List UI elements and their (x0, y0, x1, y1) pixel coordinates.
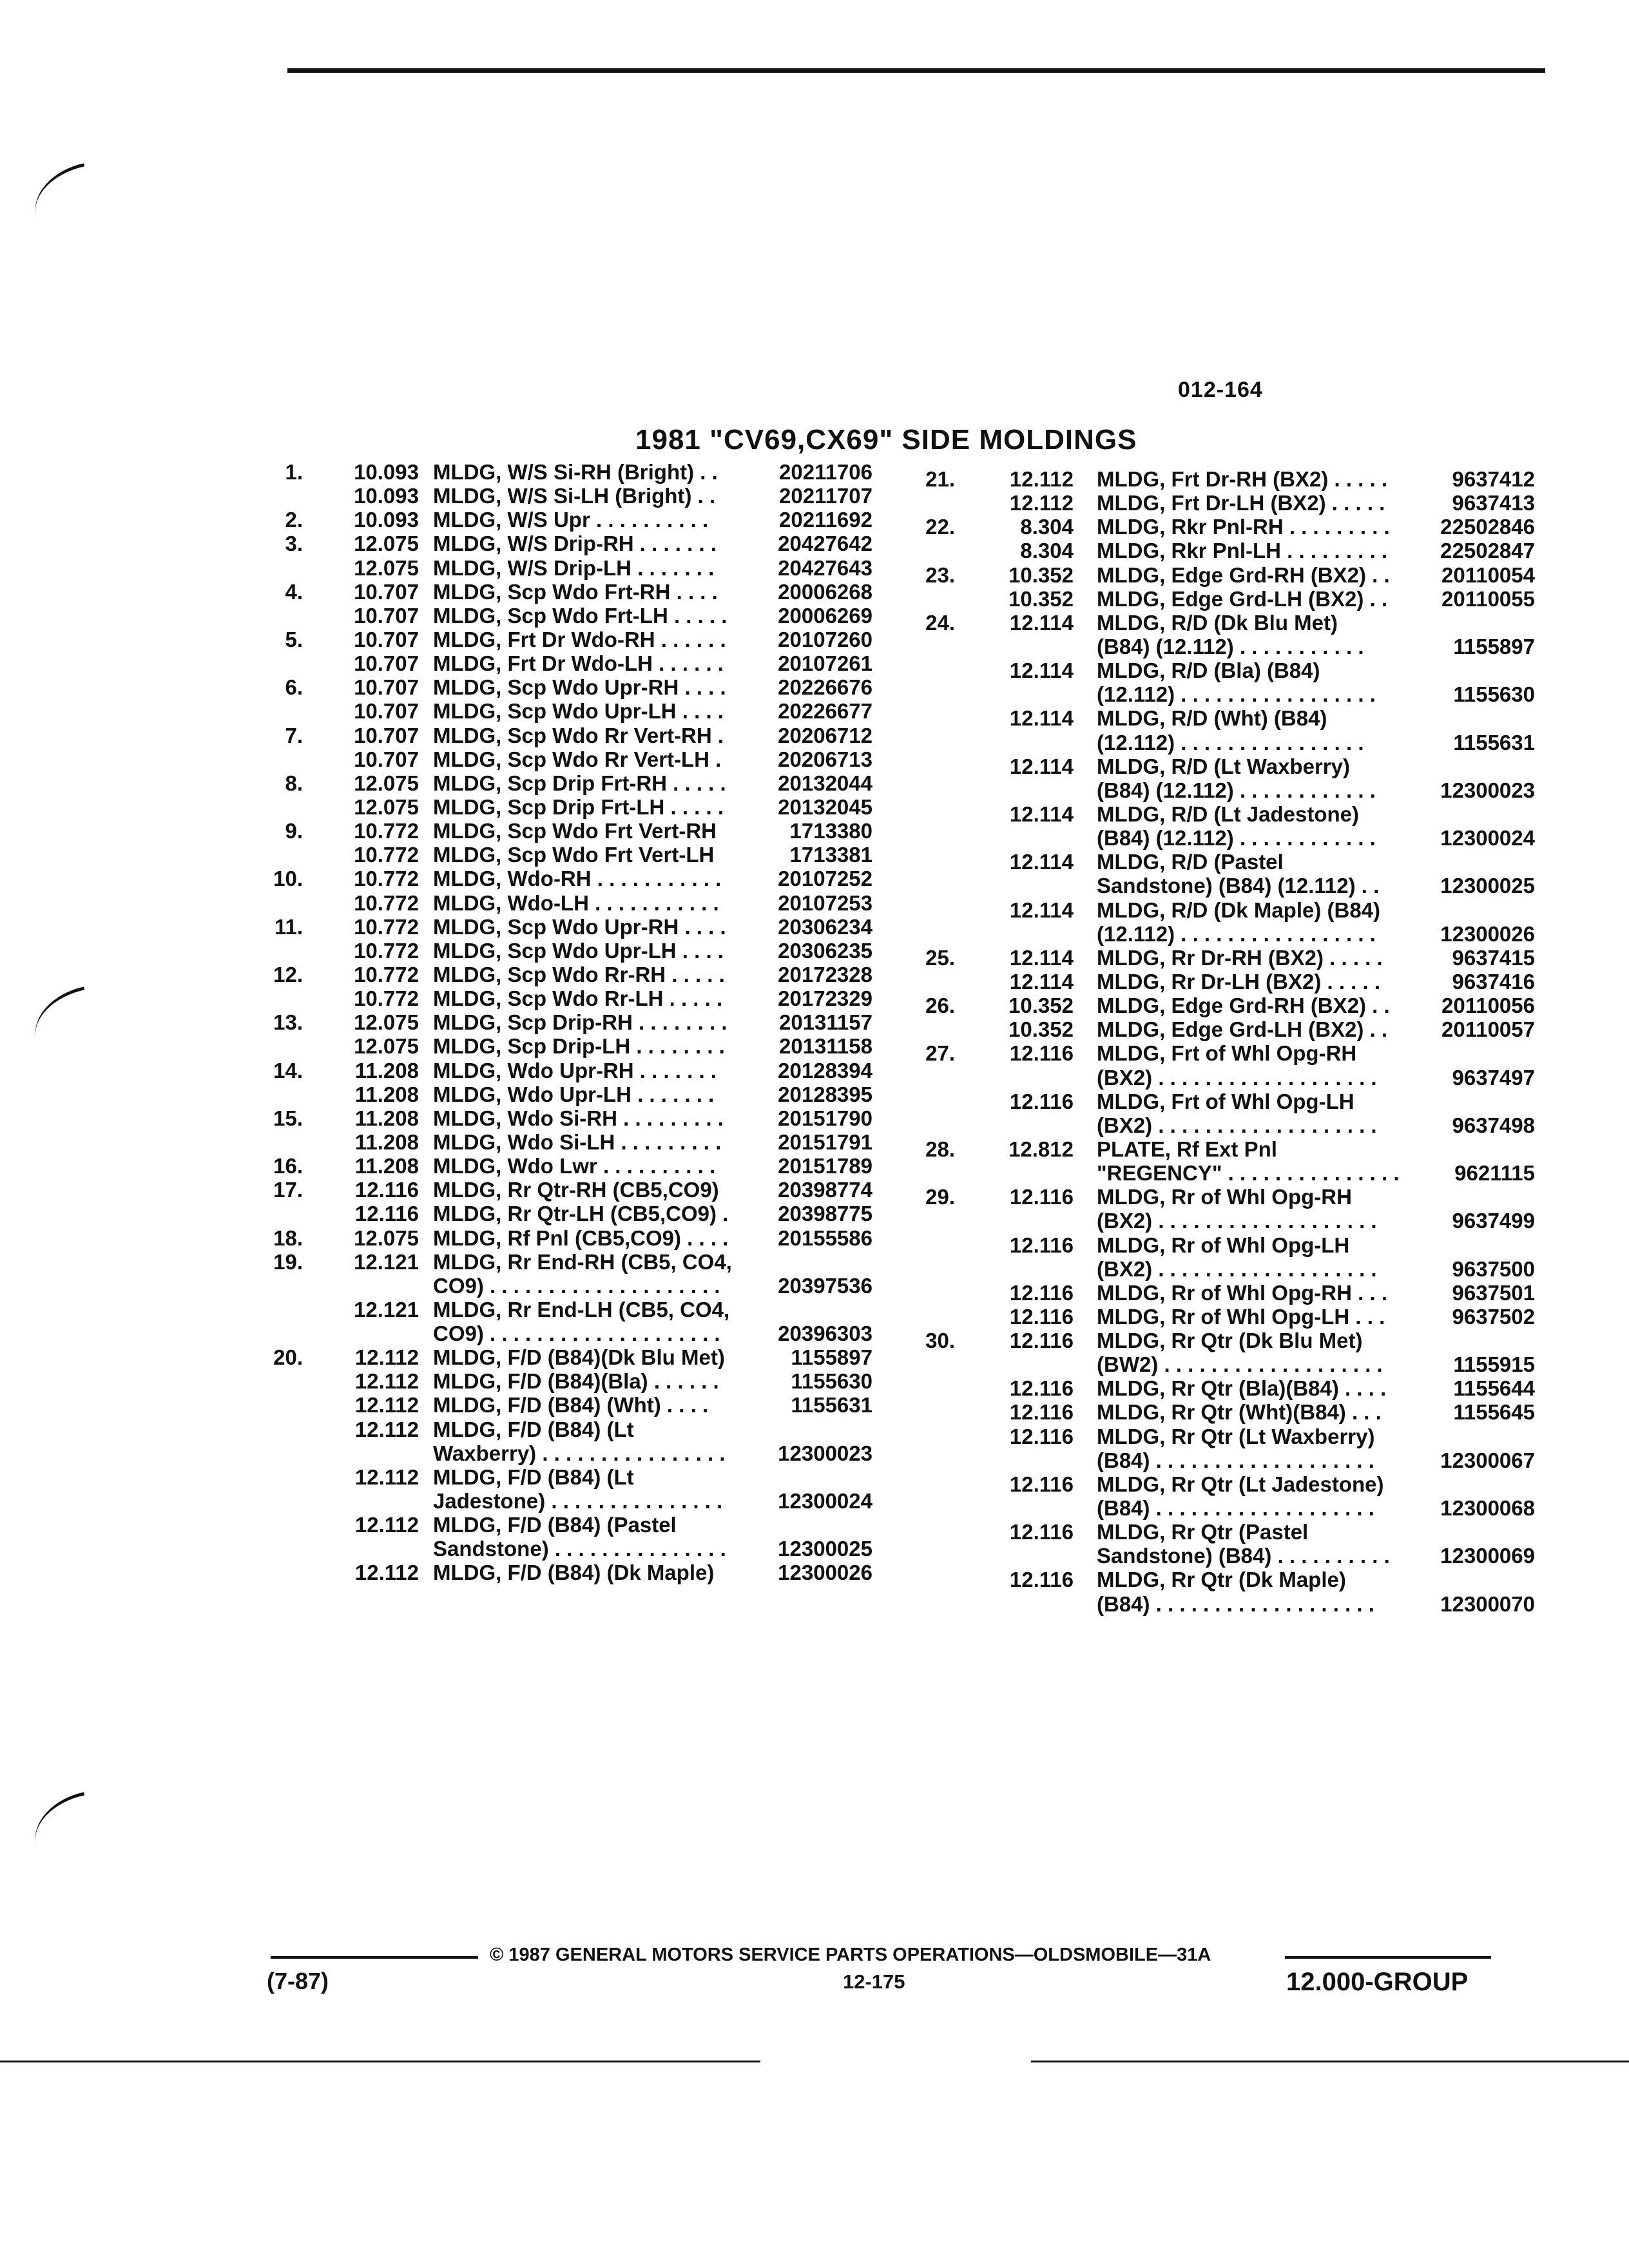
part-number: 9637499 (1452, 1209, 1535, 1233)
part-number: 1155645 (1453, 1400, 1535, 1425)
part-number: 20226677 (778, 699, 872, 724)
part-description: MLDG, Scp Wdo Frt-RH . . . . (433, 579, 718, 604)
part-description: MLDG, Rr End-LH (CB5, CO4, (433, 1297, 730, 1321)
part-description: MLDG, Rr Qtr (Dk Blu Met) (1097, 1329, 1363, 1353)
item-number: 22. (925, 515, 955, 539)
item-number: 25. (925, 945, 955, 970)
part-number: 20132045 (778, 794, 872, 819)
part-description: MLDG, F/D (B84) (Dk Maple) (433, 1561, 715, 1585)
part-description: MLDG, Rr Qtr (Bla)(B84) . . . . (1097, 1376, 1387, 1401)
group-number: 12.114 (1009, 706, 1074, 731)
part-description: MLDG, Rkr Pnl-LH . . . . . . . . . (1097, 539, 1388, 563)
item-number: 1. (285, 460, 303, 484)
group-number: 12.114 (1009, 610, 1074, 635)
part-description: MLDG, Wdo Upr-LH . . . . . . . (433, 1082, 715, 1106)
group-number: 12.116 (1009, 1041, 1074, 1066)
group-number: 12.075 (354, 555, 419, 580)
part-description: MLDG, Wdo-LH . . . . . . . . . . . (433, 890, 719, 915)
group-number: 12.112 (354, 1561, 419, 1585)
part-description: MLDG, R/D (Dk Maple) (B84) (1097, 898, 1381, 922)
part-number: 1713380 (789, 819, 872, 843)
group-number: 12.075 (354, 1225, 419, 1250)
group-number: 12.116 (354, 1178, 419, 1202)
part-number: 20107253 (778, 890, 872, 915)
group-number: 12.114 (1009, 945, 1074, 970)
part-number: 20211706 (778, 460, 872, 484)
part-number: 1713381 (789, 843, 872, 867)
item-number: 26. (925, 994, 955, 1018)
group-number: 12.075 (354, 1034, 419, 1059)
group-number: 12.116 (1009, 1472, 1074, 1496)
part-number: 20110056 (1441, 994, 1535, 1018)
punch-mark-middle (27, 986, 93, 1039)
part-description: MLDG, Rkr Pnl-RH . . . . . . . . . (1097, 515, 1390, 539)
group-number: 12.116 (354, 1202, 419, 1226)
group-number: 10.772 (354, 867, 419, 891)
group-number: 12.116 (1009, 1329, 1074, 1353)
part-description: (BX2) . . . . . . . . . . . . . . . . . . . (1097, 1113, 1377, 1137)
group-number: 12.112 (1009, 467, 1074, 491)
group-number: 12.112 (354, 1345, 419, 1370)
group-number: 12.112 (1009, 491, 1074, 515)
group-number: 12.116 (1009, 1400, 1074, 1425)
part-number: 12300070 (1440, 1591, 1535, 1616)
page-number: 12-175 (843, 1970, 905, 1993)
item-number: 10. (273, 867, 303, 891)
part-description: MLDG, Rr of Whl Opg-LH (1097, 1233, 1350, 1257)
item-number: 24. (925, 610, 955, 635)
part-number: 20172328 (778, 962, 872, 986)
part-number: 20396303 (778, 1321, 872, 1346)
page-id: 012-164 (1178, 378, 1263, 402)
part-description: MLDG, Rr of Whl Opg-RH . . . (1097, 1280, 1387, 1305)
part-number: 20306235 (778, 938, 872, 963)
part-number: 1155897 (791, 1345, 872, 1370)
part-description: (BW2) . . . . . . . . . . . . . . . . . . . (1097, 1352, 1383, 1377)
part-description: MLDG, Rf Pnl (CB5,CO9) . . . . (433, 1225, 729, 1250)
group-number: 10.093 (354, 460, 419, 484)
group-number: 10.772 (354, 890, 419, 915)
part-number: 1155631 (1453, 730, 1535, 754)
group-number: 10.707 (354, 579, 419, 604)
item-number: 8. (285, 771, 303, 795)
part-number: 1155630 (791, 1369, 872, 1394)
part-number: 22502846 (1440, 515, 1535, 539)
part-number: 20172329 (778, 986, 872, 1011)
revision-date: (7-87) (267, 1968, 329, 1994)
part-number: 20151790 (778, 1106, 872, 1130)
part-number: 9637412 (1452, 467, 1535, 491)
part-number: 20128395 (778, 1082, 872, 1106)
part-description: MLDG, Wdo Si-RH . . . . . . . . . (433, 1106, 724, 1130)
part-description: MLDG, Scp Wdo Upr-RH . . . . (433, 675, 726, 700)
part-description: Sandstone) (B84) . . . . . . . . . . (1097, 1544, 1390, 1568)
part-number: 22502847 (1440, 539, 1535, 563)
group-number: 11.208 (354, 1154, 419, 1178)
part-number: 20427643 (778, 555, 872, 580)
item-number: 2. (285, 508, 303, 532)
part-description: MLDG, Rr Qtr (Pastel (1097, 1520, 1309, 1544)
group-number: 12.114 (1009, 754, 1074, 778)
group-number: 10.707 (354, 651, 419, 676)
part-description: (B84) (12.112) . . . . . . . . . . . . (1097, 778, 1376, 802)
part-number: 20151791 (778, 1129, 872, 1154)
part-description: MLDG, Frt Dr Wdo-LH . . . . . . (433, 651, 724, 676)
part-number: 20206712 (778, 723, 872, 747)
group-number: 12.116 (1009, 1568, 1074, 1592)
part-description: MLDG, Rr Qtr (Dk Maple) (1097, 1568, 1346, 1592)
group-number: 12.114 (1009, 802, 1074, 826)
group-number: 12.114 (1009, 969, 1074, 994)
part-number: 1155644 (1453, 1376, 1535, 1401)
part-description: MLDG, Edge Grd-RH (BX2) . . (1097, 994, 1390, 1018)
part-description: (B84) . . . . . . . . . . . . . . . . . . . (1097, 1448, 1374, 1472)
group-number: 8.304 (1020, 539, 1074, 563)
part-number: 1155915 (1453, 1352, 1535, 1377)
item-number: 9. (285, 819, 303, 843)
part-number: 12300069 (1440, 1544, 1535, 1568)
part-description: MLDG, Scp Wdo Rr-RH . . . . . (433, 962, 725, 986)
group-number: 12.112 (354, 1393, 419, 1418)
part-description: CO9) . . . . . . . . . . . . . . . . . . . . (433, 1273, 720, 1298)
part-description: MLDG, W/S Si-RH (Bright) . . (433, 460, 718, 484)
part-description: MLDG, Rr Dr-LH (BX2) . . . . . (1097, 969, 1381, 994)
part-description: MLDG, W/S Drip-RH . . . . . . . (433, 532, 717, 556)
part-description: MLDG, R/D (Lt Waxberry) (1097, 754, 1350, 778)
group-number: 10.707 (354, 723, 419, 747)
part-description: MLDG, Scp Wdo Upr-LH . . . . (433, 938, 724, 963)
group-number: 10.772 (354, 962, 419, 986)
group-number: 10.093 (354, 484, 419, 508)
part-number: 9637501 (1452, 1280, 1535, 1305)
group-number: 11.208 (354, 1082, 419, 1106)
part-number: 20306234 (778, 914, 872, 939)
group-number: 10.772 (354, 843, 419, 867)
group-number: 10.352 (1008, 994, 1074, 1018)
part-description: MLDG, Frt of Whl Opg-RH (1097, 1041, 1357, 1066)
bottom-rule-right (1031, 2061, 1629, 2062)
part-number: 12300026 (1440, 921, 1535, 946)
group-number: 12.114 (1009, 898, 1074, 922)
part-number: 20131157 (778, 1010, 872, 1035)
part-number: 20151789 (778, 1154, 872, 1178)
group-number: 12.112 (354, 1417, 419, 1441)
group-number: 12.075 (354, 794, 419, 819)
punch-mark-bottom (27, 1792, 93, 1845)
part-number: 20131158 (778, 1034, 872, 1059)
part-description: MLDG, Scp Wdo Rr Vert-LH . (433, 747, 722, 771)
group-number: 10.772 (354, 986, 419, 1011)
part-description: MLDG, Edge Grd-LH (BX2) . . (1097, 586, 1387, 611)
item-number: 30. (925, 1329, 955, 1353)
part-description: (12.112) . . . . . . . . . . . . . . . . . (1097, 682, 1376, 707)
part-number: 1155630 (1453, 682, 1535, 707)
item-number: 5. (285, 627, 303, 651)
part-number: 12300026 (778, 1561, 872, 1585)
item-number: 4. (285, 579, 303, 604)
group-number: 12.116 (1009, 1280, 1074, 1305)
part-description: MLDG, Rr End-RH (CB5, CO4, (433, 1249, 732, 1274)
group-number: 10.772 (354, 938, 419, 963)
part-description: MLDG, R/D (Dk Blu Met) (1097, 610, 1338, 635)
part-description: MLDG, Rr Dr-RH (BX2) . . . . . (1097, 945, 1383, 970)
part-description: Jadestone) . . . . . . . . . . . . . . . (433, 1489, 723, 1514)
part-description: MLDG, Rr Qtr-RH (CB5,CO9) (433, 1178, 719, 1202)
bottom-rule-left (0, 2061, 760, 2062)
part-number: 20132044 (778, 771, 872, 795)
part-description: MLDG, Wdo Upr-RH . . . . . . . (433, 1058, 717, 1082)
group-number: 10.707 (354, 699, 419, 724)
part-description: MLDG, F/D (B84)(Bla) . . . . . . (433, 1369, 719, 1394)
part-number: 20110054 (1441, 562, 1535, 587)
part-number: 12300024 (778, 1489, 872, 1514)
item-number: 18. (273, 1225, 303, 1250)
part-description: (BX2) . . . . . . . . . . . . . . . . . . . (1097, 1209, 1377, 1233)
group-number: 8.304 (1020, 515, 1074, 539)
part-number: 20226676 (778, 675, 872, 700)
group-number: 10.707 (354, 603, 419, 628)
item-number: 23. (925, 562, 955, 587)
part-number: 20107261 (778, 651, 872, 676)
group-number: 12.114 (1009, 850, 1074, 874)
part-number: 9637498 (1452, 1113, 1535, 1137)
group-number: 12.121 (354, 1297, 419, 1321)
part-description: MLDG, Scp Drip Frt-LH . . . . . (433, 794, 724, 819)
part-description: MLDG, R/D (Lt Jadestone) (1097, 802, 1360, 826)
group-number: 12.112 (354, 1513, 419, 1537)
item-number: 6. (285, 675, 303, 700)
part-number: 9637497 (1452, 1065, 1535, 1090)
group-number: 11.208 (354, 1129, 419, 1154)
group-number: 12.114 (1009, 658, 1074, 683)
item-number: 29. (925, 1185, 955, 1209)
part-number: 20107260 (778, 627, 872, 651)
copyright-notice: © 1987 GENERAL MOTORS SERVICE PARTS OPERATIONS—OLDSMOBILE—31A (490, 1945, 1211, 1965)
item-number: 21. (925, 467, 955, 491)
group-number: 12.121 (354, 1249, 419, 1274)
group-number: 11.208 (354, 1106, 419, 1130)
part-description: MLDG, F/D (B84) (Lt (433, 1465, 634, 1489)
item-number: 28. (925, 1137, 955, 1161)
part-description: MLDG, Rr of Whl Opg-LH . . . (1097, 1304, 1385, 1329)
part-description: MLDG, Rr Qtr (Lt Waxberry) (1097, 1424, 1375, 1448)
part-description: MLDG, R/D (Pastel (1097, 850, 1284, 874)
group-number: 12.116 (1009, 1520, 1074, 1544)
part-number: 20110055 (1441, 586, 1535, 611)
group-number: 10.352 (1008, 562, 1074, 587)
item-number: 3. (285, 532, 303, 556)
group-number: 11.208 (354, 1058, 419, 1082)
part-number: 12300024 (1440, 826, 1535, 850)
part-description: MLDG, Rr of Whl Opg-RH (1097, 1185, 1352, 1209)
part-number: 20006268 (778, 579, 872, 604)
part-number: 1155631 (791, 1393, 872, 1418)
part-description: MLDG, Scp Wdo Frt Vert-RH (433, 819, 717, 843)
item-number: 17. (273, 1178, 303, 1202)
part-description: MLDG, Frt of Whl Opg-LH (1097, 1089, 1354, 1113)
part-description: MLDG, Wdo Si-LH . . . . . . . . . (433, 1129, 722, 1154)
group-label: 12.000-GROUP (1286, 1968, 1469, 1996)
part-description: MLDG, Scp Wdo Rr-LH . . . . . (433, 986, 723, 1011)
part-description: (B84) . . . . . . . . . . . . . . . . . . . (1097, 1496, 1374, 1521)
part-number: 20427642 (778, 532, 872, 556)
group-number: 12.116 (1009, 1233, 1074, 1257)
item-number: 19. (273, 1249, 303, 1274)
part-description: Sandstone) (B84) (12.112) . . (1097, 874, 1380, 898)
part-number: 20398775 (778, 1202, 872, 1226)
part-number: 12300023 (1440, 778, 1535, 802)
part-description: (12.112) . . . . . . . . . . . . . . . . (1097, 730, 1364, 754)
group-number: 10.707 (354, 627, 419, 651)
part-description: MLDG, W/S Si-LH (Bright) . . (433, 484, 716, 508)
item-number: 20. (273, 1345, 303, 1370)
part-description: MLDG, F/D (B84)(Dk Blu Met) (433, 1345, 725, 1370)
part-description: MLDG, Wdo Lwr . . . . . . . . . . (433, 1154, 716, 1178)
part-description: "REGENCY" . . . . . . . . . . . . . . . (1097, 1161, 1400, 1186)
group-number: 12.116 (1009, 1304, 1074, 1329)
group-number: 12.812 (1008, 1137, 1074, 1161)
part-number: 20006269 (778, 603, 872, 628)
footer-rule-right (1285, 1956, 1491, 1959)
part-description: MLDG, Rr Qtr (Wht)(B84) . . . (1097, 1400, 1382, 1425)
footer-rule-left (271, 1956, 478, 1959)
part-number: 12300067 (1440, 1448, 1535, 1472)
part-description: MLDG, F/D (B84) (Pastel (433, 1513, 677, 1537)
group-number: 12.116 (1009, 1089, 1074, 1113)
item-number: 11. (274, 914, 303, 939)
part-number: 1155897 (1453, 634, 1535, 658)
group-number: 12.112 (354, 1369, 419, 1394)
group-number: 10.707 (354, 675, 419, 700)
part-number: 20107252 (778, 867, 872, 891)
part-number: 20397536 (778, 1273, 872, 1298)
part-number: 12300025 (1440, 874, 1535, 898)
group-number: 12.075 (354, 771, 419, 795)
part-description: Sandstone) . . . . . . . . . . . . . . . (433, 1537, 726, 1561)
part-number: 20211707 (778, 484, 872, 508)
part-description: (BX2) . . . . . . . . . . . . . . . . . . . (1097, 1256, 1377, 1281)
part-number: 9637502 (1452, 1304, 1535, 1329)
group-number: 10.707 (354, 747, 419, 771)
part-description: MLDG, F/D (B84) (Lt (433, 1417, 634, 1441)
part-number: 20128394 (778, 1058, 872, 1082)
punch-mark-top (27, 163, 93, 216)
item-number: 27. (925, 1041, 955, 1066)
item-number: 15. (273, 1106, 303, 1130)
group-number: 12.116 (1009, 1376, 1074, 1401)
part-description: PLATE, Rf Ext Pnl (1097, 1137, 1277, 1161)
page-title: 1981 "CV69,CX69" SIDE MOLDINGS (635, 424, 1137, 456)
part-description: (B84) . . . . . . . . . . . . . . . . . . . (1097, 1591, 1374, 1616)
part-description: MLDG, R/D (Bla) (B84) (1097, 658, 1320, 683)
part-number: 12300023 (778, 1441, 872, 1465)
part-description: MLDG, W/S Upr . . . . . . . . . . (433, 508, 709, 532)
item-number: 7. (285, 723, 303, 747)
part-description: MLDG, Rr Qtr-LH (CB5,CO9) . (433, 1202, 729, 1226)
part-description: MLDG, Scp Wdo Upr-RH . . . . (433, 914, 726, 939)
group-number: 12.116 (1009, 1185, 1074, 1209)
part-number: 9637415 (1452, 945, 1535, 970)
part-description: MLDG, Scp Wdo Rr Vert-RH . (433, 723, 724, 747)
part-description: (12.112) . . . . . . . . . . . . . . . . . (1097, 921, 1376, 946)
item-number: 12. (273, 962, 303, 986)
part-description: MLDG, Frt Dr Wdo-RH . . . . . . (433, 627, 726, 651)
item-number: 16. (273, 1154, 303, 1178)
part-number: 12300025 (778, 1537, 872, 1561)
group-number: 10.093 (354, 508, 419, 532)
item-number: 14. (273, 1058, 303, 1082)
part-description: Waxberry) . . . . . . . . . . . . . . . . (433, 1441, 726, 1465)
part-description: MLDG, Frt Dr-LH (BX2) . . . . . (1097, 491, 1385, 515)
part-number: 9637416 (1452, 969, 1535, 994)
part-description: MLDG, Scp Drip-RH . . . . . . . . (433, 1010, 728, 1035)
part-description: (B84) (12.112) . . . . . . . . . . . (1097, 634, 1364, 658)
part-description: MLDG, Edge Grd-RH (BX2) . . (1097, 562, 1390, 587)
part-number: 20398774 (778, 1178, 872, 1202)
part-description: MLDG, R/D (Wht) (B84) (1097, 706, 1327, 731)
part-number: 20211692 (778, 508, 872, 532)
part-description: MLDG, Scp Drip-LH . . . . . . . . (433, 1034, 725, 1059)
group-number: 10.352 (1008, 586, 1074, 611)
top-rule (287, 68, 1545, 73)
part-description: (B84) (12.112) . . . . . . . . . . . . (1097, 826, 1376, 850)
part-number: 20110057 (1441, 1017, 1535, 1042)
part-description: MLDG, Frt Dr-RH (BX2) . . . . . (1097, 467, 1387, 491)
group-number: 10.772 (354, 819, 419, 843)
item-number: 13. (273, 1010, 303, 1035)
part-description: MLDG, W/S Drip-LH . . . . . . . (433, 555, 715, 580)
part-number: 9637413 (1452, 491, 1535, 515)
part-description: MLDG, Scp Wdo Upr-LH . . . . (433, 699, 724, 724)
group-number: 10.772 (354, 914, 419, 939)
group-number: 12.075 (354, 532, 419, 556)
group-number: 12.112 (354, 1465, 419, 1489)
part-number: 9637500 (1452, 1256, 1535, 1281)
part-description: CO9) . . . . . . . . . . . . . . . . . . . . (433, 1321, 720, 1346)
part-description: MLDG, Scp Drip Frt-RH . . . . . (433, 771, 726, 795)
part-description: (BX2) . . . . . . . . . . . . . . . . . . . (1097, 1065, 1377, 1090)
part-description: MLDG, Scp Wdo Frt Vert-LH (433, 843, 715, 867)
group-number: 10.352 (1008, 1017, 1074, 1042)
group-number: 12.075 (354, 1010, 419, 1035)
group-number: 12.116 (1009, 1424, 1074, 1448)
part-number: 9621115 (1454, 1161, 1535, 1186)
part-description: MLDG, Edge Grd-LH (BX2) . . (1097, 1017, 1387, 1042)
part-number: 12300068 (1440, 1496, 1535, 1521)
part-number: 20155586 (778, 1225, 872, 1250)
part-description: MLDG, Wdo-RH . . . . . . . . . . . (433, 867, 722, 891)
part-number: 20206713 (778, 747, 872, 771)
part-description: MLDG, Rr Qtr (Lt Jadestone) (1097, 1472, 1384, 1496)
part-description: MLDG, Scp Wdo Frt-LH . . . . . (433, 603, 728, 628)
part-description: MLDG, F/D (B84) (Wht) . . . . (433, 1393, 709, 1418)
